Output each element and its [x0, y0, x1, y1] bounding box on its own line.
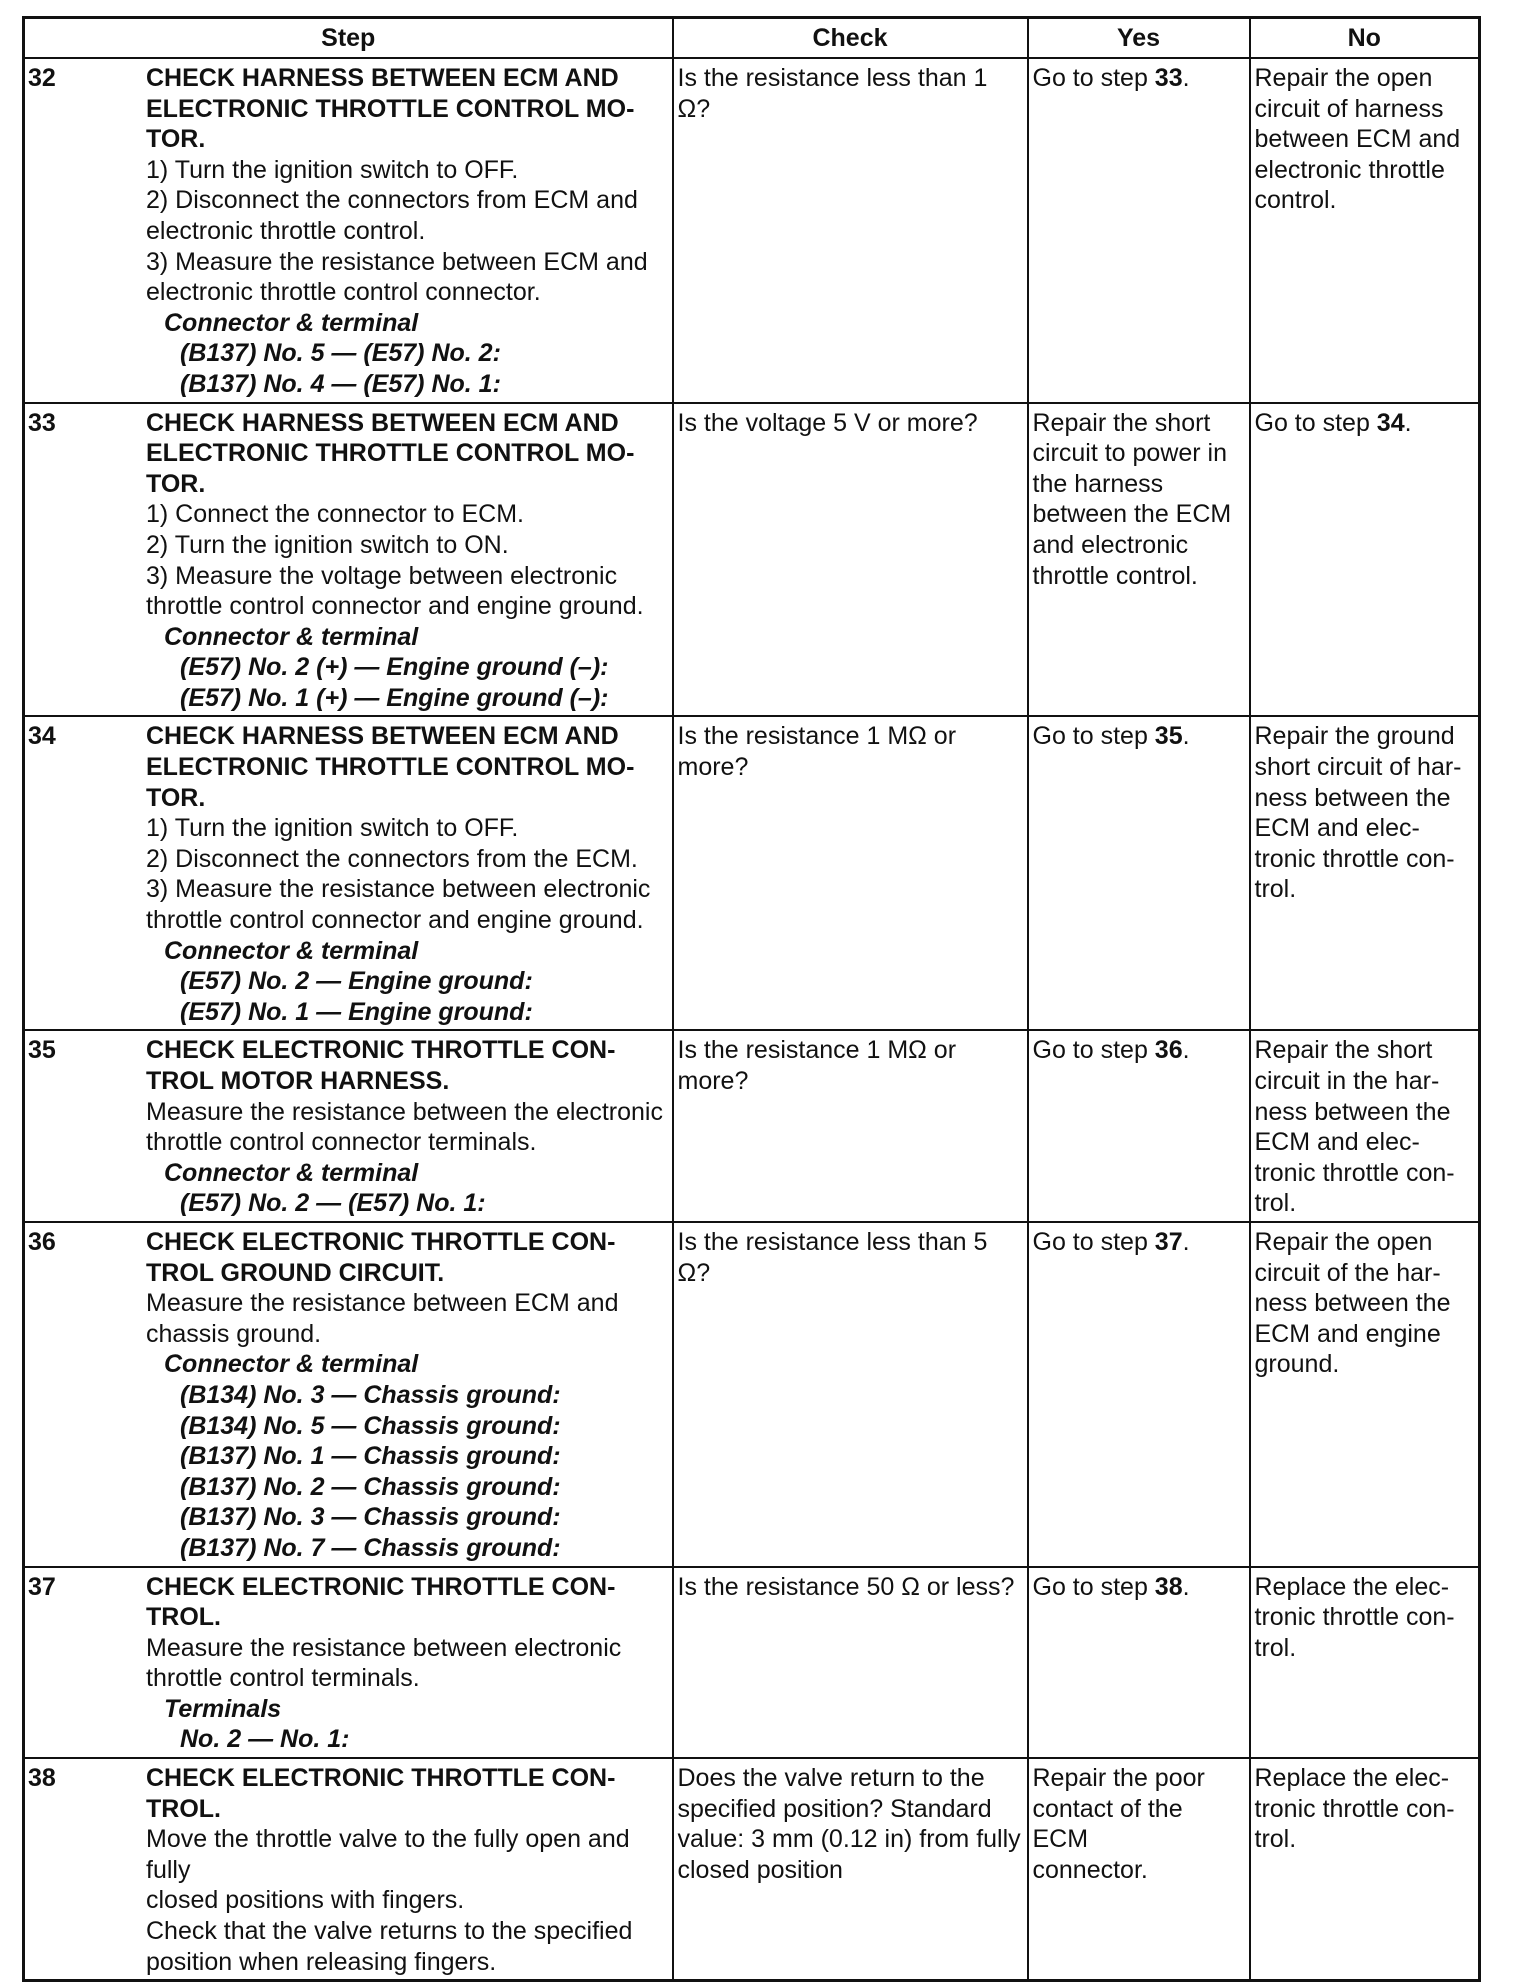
step-instruction-line: 3) Measure the resistance between ECM and	[146, 247, 648, 276]
no-action-line: ECM and elec-	[1254, 814, 1420, 843]
terminal-spec-line: No. 2 — No. 1:	[180, 1725, 350, 1754]
yes-cell	[1028, 1030, 1250, 1222]
table-row	[24, 1222, 1480, 1567]
yes-cell	[1028, 1567, 1250, 1759]
connector-subheading: Connector & terminal	[164, 308, 419, 337]
step-instruction-line: throttle control connector terminals.	[146, 1128, 537, 1157]
no-action-line: tronic throttle con-	[1254, 1158, 1455, 1187]
step-cell	[24, 1222, 673, 1567]
step-number: 35	[28, 1036, 56, 1065]
step-instruction-line: electronic throttle control connector.	[146, 278, 541, 307]
step-instruction-line: 1) Turn the ignition switch to OFF.	[146, 814, 519, 843]
terminal-spec-line: (B134) No. 5 — Chassis ground:	[180, 1411, 561, 1440]
goto-step-prefix: Go to step	[1032, 64, 1155, 92]
no-action-line: Repair the open	[1254, 1227, 1433, 1256]
step-instruction-line: Check that the valve returns to the specified	[146, 1917, 633, 1946]
step-instruction-line: Measure the resistance between electronic	[146, 1633, 622, 1662]
goto-step-number: 34	[1376, 408, 1405, 437]
terminal-spec-line: (E57) No. 2 — (E57) No. 1:	[180, 1189, 486, 1218]
step-title-line: ELECTRONIC THROTTLE CONTROL MO-	[146, 753, 635, 782]
goto-step-number: 38	[1154, 1572, 1183, 1601]
check-cell	[673, 1222, 1028, 1567]
yes-action-line: Repair the poor	[1032, 1764, 1205, 1793]
yes-action-line: contact of the ECM	[1032, 1794, 1183, 1854]
step-title-line: TOR.	[146, 783, 206, 812]
no-action-line: electronic throttle	[1254, 155, 1445, 184]
no-action-line: trol.	[1254, 1189, 1297, 1218]
terminal-spec-line: (B137) No. 1 — Chassis ground:	[180, 1442, 561, 1471]
terminal-spec-line: (B137) No. 7 — Chassis ground:	[180, 1533, 561, 1562]
yes-action-line: the harness	[1032, 469, 1164, 498]
no-action-line: circuit of the har-	[1254, 1258, 1441, 1287]
no-action-line: trol.	[1254, 1633, 1297, 1662]
no-action-line: Replace the elec-	[1254, 1572, 1450, 1601]
yes-cell	[1028, 1758, 1250, 1981]
table-row	[24, 403, 1480, 717]
goto-step-prefix: Go to step	[1254, 408, 1377, 437]
table-header-row	[24, 18, 1480, 59]
check-question-line: Is the resistance less than 1 Ω?	[677, 64, 988, 123]
table-row	[24, 1567, 1480, 1759]
yes-action-line: connector.	[1032, 1855, 1148, 1884]
yes-action-line: between the ECM	[1032, 500, 1232, 529]
step-cell	[24, 1758, 673, 1981]
check-question-line: closed position	[677, 1855, 843, 1884]
step-description	[146, 408, 672, 714]
step-title-line: CHECK HARNESS BETWEEN ECM AND	[146, 64, 619, 92]
check-question-line: Is the resistance less than 5 Ω?	[677, 1227, 988, 1287]
terminal-spec-line: (B134) No. 3 — Chassis ground:	[180, 1380, 561, 1409]
no-action-line: ECM and engine	[1254, 1319, 1441, 1348]
table-row	[24, 1030, 1480, 1222]
no-action-line: ECM and elec-	[1254, 1128, 1420, 1157]
no-action-line: tronic throttle con-	[1254, 844, 1455, 873]
step-title-line: ELECTRONIC THROTTLE CONTROL MO-	[146, 439, 635, 468]
yes-action-line: Repair the short	[1032, 408, 1211, 437]
no-action-line: circuit in the har-	[1254, 1067, 1440, 1095]
terminal-spec-line: (E57) No. 1 (+) — Engine ground (–):	[180, 683, 609, 712]
step-number: 36	[28, 1227, 56, 1256]
goto-step-prefix: Go to step	[1032, 1572, 1155, 1601]
step-instruction-line: position when releasing fingers.	[146, 1947, 497, 1976]
yes-goto-step	[1033, 1035, 1245, 1066]
step-instruction-line: chassis ground.	[146, 1319, 322, 1348]
goto-step-number: 33	[1154, 64, 1183, 92]
terminal-spec-line: (B137) No. 2 — Chassis ground:	[180, 1472, 561, 1501]
step-description	[146, 721, 672, 1027]
diagnostic-table	[22, 16, 1481, 1982]
step-instruction-line: 3) Measure the resistance between electronic	[146, 875, 651, 904]
no-cell	[1250, 1758, 1480, 1981]
goto-step-suffix: .	[1182, 1572, 1190, 1601]
step-instruction-line: 2) Turn the ignition switch to ON.	[146, 530, 509, 559]
step-title-line: CHECK ELECTRONIC THROTTLE CON-	[146, 1227, 616, 1256]
check-cell	[673, 1030, 1028, 1222]
no-action-line: short circuit of har-	[1254, 753, 1462, 782]
step-instruction-line: throttle control connector and engine ground.	[146, 592, 644, 621]
goto-step-number: 37	[1154, 1227, 1183, 1256]
check-question-line: specified position? Standard	[677, 1794, 992, 1823]
no-cell	[1250, 1567, 1480, 1759]
step-number: 38	[28, 1764, 56, 1793]
goto-step-prefix: Go to step	[1032, 1227, 1155, 1256]
step-cell	[24, 58, 673, 403]
step-title-line: CHECK ELECTRONIC THROTTLE CON-	[146, 1764, 616, 1793]
step-title-line: TOR.	[146, 469, 206, 498]
step-description	[146, 1572, 672, 1756]
check-question-line: more?	[677, 753, 749, 782]
no-cell	[1250, 403, 1480, 717]
goto-step-number: 36	[1154, 1036, 1183, 1065]
step-title-line: TROL.	[146, 1603, 221, 1632]
no-action-line: ness between the	[1254, 1097, 1451, 1126]
table-row	[24, 716, 1480, 1030]
check-cell	[673, 716, 1028, 1030]
column-header-step: Step	[24, 18, 673, 59]
check-question-line: Does the valve return to the	[677, 1764, 985, 1793]
yes-action-line: circuit to power in	[1032, 439, 1228, 468]
no-action-line: between ECM and	[1254, 125, 1461, 154]
step-number: 33	[28, 408, 56, 437]
step-title-line: TROL MOTOR HARNESS.	[146, 1067, 450, 1095]
terminal-spec-line: (E57) No. 2 (+) — Engine ground (–):	[180, 653, 609, 682]
step-description	[146, 63, 672, 400]
yes-goto-step	[1033, 1227, 1245, 1258]
check-question-line: more?	[677, 1067, 749, 1095]
step-instruction-line: electronic throttle control.	[146, 216, 426, 245]
no-action-line: trol.	[1254, 875, 1297, 904]
check-cell	[673, 1567, 1028, 1759]
step-instruction-line: throttle control terminals.	[146, 1664, 420, 1693]
step-description	[146, 1035, 672, 1219]
no-goto-step	[1255, 408, 1475, 439]
no-action-line: tronic throttle con-	[1254, 1794, 1455, 1823]
goto-step-suffix: .	[1182, 722, 1190, 751]
goto-step-suffix: .	[1404, 408, 1412, 437]
connector-subheading: Terminals	[164, 1694, 282, 1723]
no-action-line: ness between the	[1254, 783, 1451, 812]
goto-step-suffix: .	[1182, 1036, 1190, 1065]
no-action-line: control.	[1254, 186, 1337, 215]
terminal-spec-line: (B137) No. 3 — Chassis ground:	[180, 1503, 561, 1532]
step-instruction-line: Measure the resistance between the electronic	[146, 1097, 663, 1126]
step-title-line: TROL.	[146, 1794, 221, 1823]
step-instruction-line: 1) Connect the connector to ECM.	[146, 500, 524, 529]
no-action-line: circuit of harness	[1254, 94, 1444, 123]
yes-goto-step	[1033, 1572, 1245, 1603]
no-action-line: trol.	[1254, 1825, 1297, 1854]
step-instruction-line: Measure the resistance between ECM and	[146, 1289, 619, 1318]
terminal-spec-line: (B137) No. 4 — (E57) No. 1:	[180, 369, 501, 398]
no-action-line: Repair the ground	[1254, 722, 1455, 751]
step-instruction-line: 2) Disconnect the connectors from the ECM.	[146, 844, 638, 873]
step-cell	[24, 716, 673, 1030]
connector-subheading: Connector & terminal	[164, 936, 419, 965]
no-action-line: ground.	[1254, 1350, 1340, 1379]
step-number: 37	[28, 1572, 56, 1601]
step-description	[146, 1763, 672, 1977]
connector-subheading: Connector & terminal	[164, 622, 419, 651]
step-number: 34	[28, 722, 56, 751]
yes-cell	[1028, 716, 1250, 1030]
yes-action-line: throttle control.	[1032, 561, 1198, 590]
column-header-no: No	[1250, 18, 1480, 59]
no-action-line: Replace the elec-	[1254, 1764, 1450, 1793]
step-title-line: ELECTRONIC THROTTLE CONTROL MO-	[146, 94, 635, 123]
check-cell	[673, 58, 1028, 403]
terminal-spec-line: (E57) No. 2 — Engine ground:	[180, 967, 533, 996]
table-row	[24, 1758, 1480, 1981]
step-instruction-line: throttle control connector and engine ground.	[146, 906, 644, 935]
step-cell	[24, 1030, 673, 1222]
step-title-line: CHECK ELECTRONIC THROTTLE CON-	[146, 1036, 616, 1065]
step-title-line: CHECK HARNESS BETWEEN ECM AND	[146, 722, 619, 751]
yes-goto-step	[1033, 63, 1245, 94]
step-title-line: CHECK HARNESS BETWEEN ECM AND	[146, 408, 619, 437]
no-cell	[1250, 716, 1480, 1030]
check-question-line: Is the resistance 50 Ω or less?	[677, 1572, 1015, 1601]
column-header-check: Check	[673, 18, 1028, 59]
step-cell	[24, 1567, 673, 1759]
goto-step-suffix: .	[1182, 1227, 1190, 1256]
step-description	[146, 1227, 672, 1564]
step-instruction-line: closed positions with fingers.	[146, 1886, 465, 1915]
terminal-spec-line: (E57) No. 1 — Engine ground:	[180, 997, 533, 1026]
step-cell	[24, 403, 673, 717]
goto-step-suffix: .	[1182, 64, 1190, 92]
table-row	[24, 58, 1480, 403]
step-number: 32	[28, 64, 56, 92]
step-title-line: TROL GROUND CIRCUIT.	[146, 1258, 445, 1287]
yes-cell	[1028, 403, 1250, 717]
check-question-line: Is the resistance 1 MΩ or	[677, 1036, 957, 1065]
no-action-line: Repair the short	[1254, 1036, 1433, 1065]
yes-cell	[1028, 58, 1250, 403]
diagnostic-table-page	[22, 16, 1478, 1982]
yes-action-line: and electronic	[1032, 530, 1189, 559]
step-title-line: CHECK ELECTRONIC THROTTLE CON-	[146, 1572, 616, 1601]
check-question-line: value: 3 mm (0.12 in) from fully	[677, 1825, 1021, 1854]
goto-step-prefix: Go to step	[1032, 1036, 1155, 1065]
no-action-line: tronic throttle con-	[1254, 1603, 1455, 1632]
column-header-yes: Yes	[1028, 18, 1250, 59]
no-cell	[1250, 1030, 1480, 1222]
check-cell	[673, 403, 1028, 717]
connector-subheading: Connector & terminal	[164, 1350, 419, 1379]
yes-goto-step	[1033, 721, 1245, 752]
check-cell	[673, 1758, 1028, 1981]
goto-step-number: 35	[1154, 722, 1183, 751]
no-action-line: Repair the open	[1254, 64, 1433, 92]
step-instruction-line: Move the throttle valve to the fully open and fully	[146, 1825, 630, 1884]
connector-subheading: Connector & terminal	[164, 1158, 419, 1187]
yes-cell	[1028, 1222, 1250, 1567]
no-cell	[1250, 58, 1480, 403]
table-body	[24, 58, 1480, 1981]
step-title-line: TOR.	[146, 125, 206, 154]
check-question-line: Is the voltage 5 V or more?	[677, 408, 978, 437]
terminal-spec-line: (B137) No. 5 — (E57) No. 2:	[180, 339, 501, 368]
no-cell	[1250, 1222, 1480, 1567]
step-instruction-line: 3) Measure the voltage between electronic	[146, 561, 618, 590]
goto-step-prefix: Go to step	[1032, 722, 1155, 751]
no-action-line: ness between the	[1254, 1289, 1451, 1318]
check-question-line: Is the resistance 1 MΩ or	[677, 722, 957, 751]
step-instruction-line: 1) Turn the ignition switch to OFF.	[146, 155, 519, 184]
step-instruction-line: 2) Disconnect the connectors from ECM and	[146, 186, 638, 215]
